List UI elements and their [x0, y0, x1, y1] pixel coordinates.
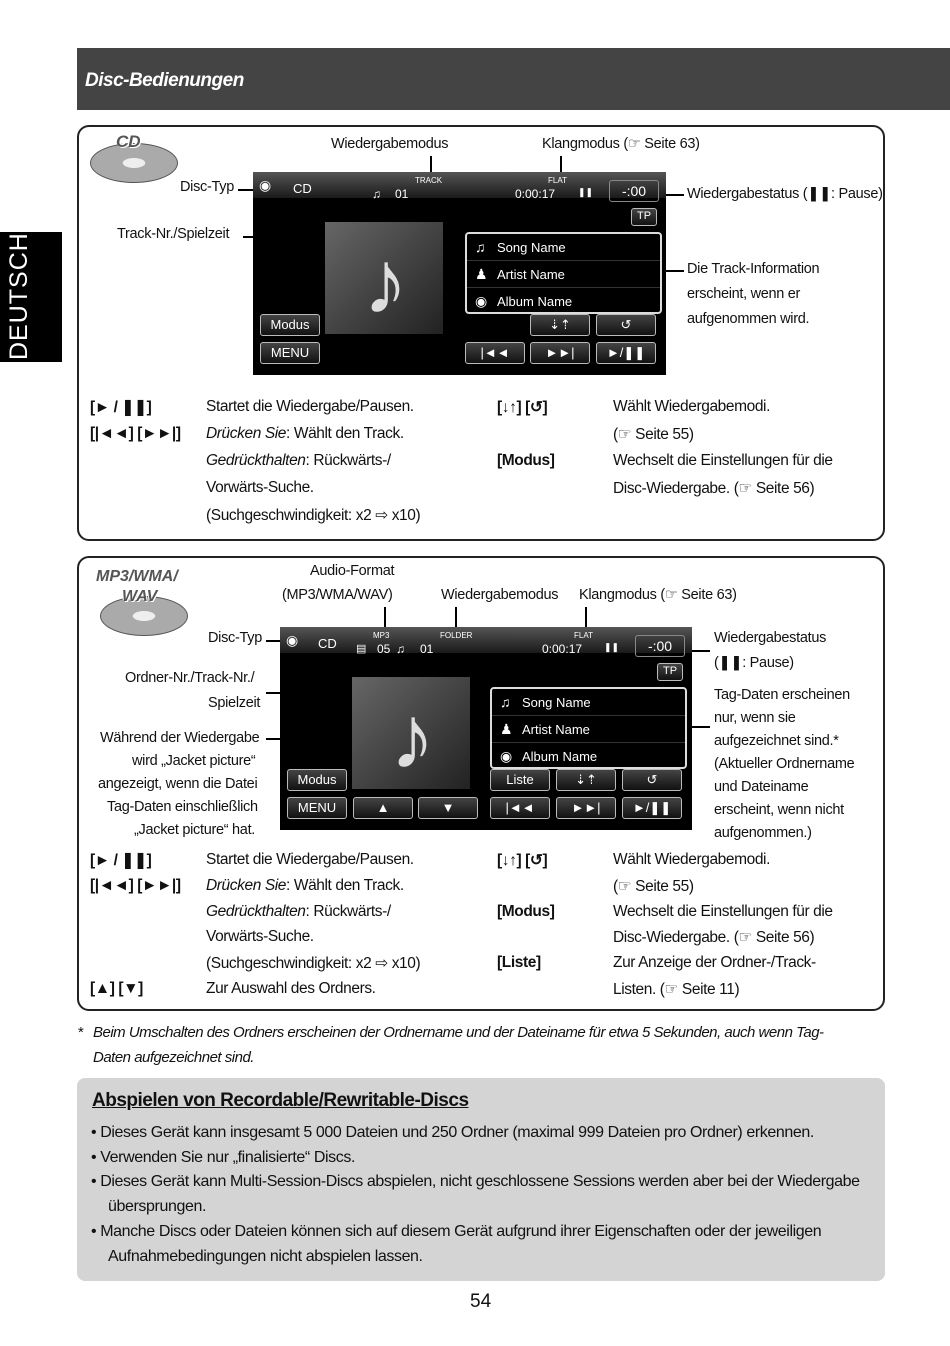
desc-hold: [206, 452, 391, 470]
mp3-label-jacket-4: Tag-Daten einschließlich: [107, 799, 258, 815]
mp3-screen-clock: -:00: [635, 635, 685, 657]
mp3-label-tag-4: (Aktueller Ordnername: [714, 756, 855, 772]
mp3-screen: [280, 627, 692, 830]
disc-icon: ◉: [259, 177, 272, 193]
pause-icon: ❚❚: [578, 187, 594, 197]
album-row: [467, 288, 660, 315]
key-skip: [|◄◄] [►►|]: [90, 877, 181, 894]
repeat-icon-button[interactable]: ↺: [596, 314, 656, 336]
desc-play-pause: Startet die Wiedergabe/Pausen.: [206, 851, 414, 868]
music-note-icon: ♪: [390, 688, 435, 788]
song-icon: ♫: [475, 239, 486, 255]
section-title: Disc-Bedienungen: [85, 70, 244, 91]
artist-row: [492, 716, 685, 743]
album-art: [325, 222, 443, 334]
mp3-screen-format: MP3: [373, 631, 390, 640]
desc-liste: Zur Anzeige der Ordner-/Track-: [613, 954, 816, 971]
mp3-label-jacket-3: angezeigt, wenn die Datei: [98, 776, 258, 792]
recordable-section: [77, 1078, 885, 1281]
mp3-disc-label-2: WAV: [122, 588, 158, 605]
desc-mode: Wählt Wiedergabemodi.: [613, 851, 771, 868]
menu-button[interactable]: MENU: [287, 797, 347, 819]
cd-screen-topbar: [253, 172, 666, 198]
page-number: 54: [470, 1291, 492, 1312]
desc-liste-ref: Listen. (☞ Seite 11): [613, 981, 740, 998]
folder-icon: ▤: [356, 643, 367, 655]
bullet-continuation: übersprungen.: [108, 1198, 206, 1215]
desc-text: : Wählt den Track.: [286, 425, 404, 442]
album-name: Album Name: [522, 749, 598, 764]
cd-screen-disc: CD: [293, 181, 312, 196]
key-play-pause: [► / ❚❚]: [90, 852, 152, 869]
mp3-label-tag-2: nur, wenn sie: [714, 710, 796, 726]
desc-hold: [206, 903, 391, 921]
track-info-box: [490, 687, 687, 769]
key-folder: [▲] [▼]: [90, 980, 143, 997]
bullet-continuation: Aufnahmebedingungen nicht abspielen lassen.: [108, 1248, 423, 1265]
mp3-label-tag-5: und Dateiname: [714, 779, 809, 795]
folder-down-button[interactable]: ▼: [418, 797, 478, 819]
modus-button[interactable]: Modus: [260, 314, 320, 336]
desc-skip: [206, 425, 404, 443]
repeat-mode-button[interactable]: ⇣⇡: [556, 769, 616, 791]
mp3-screen-sound: FLAT: [574, 631, 593, 640]
prev-track-button[interactable]: |◄◄: [465, 342, 525, 364]
mp3-label-jacket-5: „Jacket picture“ hat.: [134, 822, 256, 838]
desc-skip: [206, 877, 404, 895]
recordable-section-title: Abspielen von Recordable/Rewritable-Discs: [92, 1090, 469, 1111]
album-name: Album Name: [497, 294, 573, 309]
desc-emphasis: Drücken Sie: [206, 425, 287, 442]
play-pause-button[interactable]: ►/❚❚: [596, 342, 656, 364]
desc-mode-ref: (☞ Seite 55): [613, 426, 694, 443]
cd-screen: [253, 172, 666, 375]
cd-screen-track: 01: [395, 187, 409, 201]
cd-screen-time: 0:00:17: [515, 187, 556, 201]
desc-search: Vorwärts-Suche.: [206, 479, 314, 496]
desc-speed: (Suchgeschwindigkeit: x2 ⇨ x10): [206, 507, 421, 524]
key-mode: [↓↑] [↺]: [497, 852, 548, 869]
album-icon: ◉: [475, 293, 488, 309]
mp3-screen-mode: FOLDER: [440, 631, 473, 640]
mp3-label-audio-format-1: Audio-Format: [310, 563, 395, 579]
desc-play-pause: Startet die Wiedergabe/Pausen.: [206, 398, 414, 415]
bullet-text: Dieses Gerät kann Multi-Session-Discs abspielen, nicht geschlossene Sessions werden aber bei der Wiedergabe: [100, 1173, 860, 1190]
cd-label-track-info-2: erscheint, wenn er: [687, 286, 801, 302]
artist-icon: ♟: [475, 266, 488, 282]
mp3-label-wiedergabemodus: Wiedergabemodus: [441, 587, 559, 603]
mp3-label-jacket-2: wird „Jacket picture“: [132, 753, 256, 769]
cd-label-track-nr: Track-Nr./Spielzeit: [117, 226, 230, 242]
music-note-icon: ♫: [372, 187, 381, 201]
desc-modus: Wechselt die Einstellungen für die: [613, 903, 833, 920]
artist-icon: ♟: [500, 721, 513, 737]
music-note-icon: ♪: [363, 233, 408, 333]
mp3-screen-disc: CD: [318, 636, 337, 651]
mp3-screen-track: 01: [420, 642, 434, 656]
mp3-label-tag-1: Tag-Daten erscheinen: [714, 687, 850, 703]
footnote-mark: *: [78, 1024, 84, 1041]
desc-text: : Rückwärts-/: [305, 903, 391, 920]
modus-button[interactable]: Modus: [287, 769, 347, 791]
desc-text: : Rückwärts-/: [305, 452, 391, 469]
bullet-text: Dieses Gerät kann insgesamt 5 000 Dateien und 250 Ordner (maximal 999 Dateien pro Ordner) erkennen.: [100, 1124, 814, 1141]
mp3-label-status-2: (❚❚: Pause): [714, 655, 794, 671]
artist-name: Artist Name: [497, 267, 565, 282]
mp3-label-tag-3: aufgezeichnet sind.*: [714, 733, 839, 749]
prev-track-button[interactable]: |◄◄: [490, 797, 550, 819]
bullet-item: • Dieses Gerät kann insgesamt 5 000 Dateien und 250 Ordner (maximal 999 Dateien pro Ordner) erkennen.: [91, 1124, 814, 1141]
desc-text: : Wählt den Track.: [286, 877, 404, 894]
footnote-line-1: Beim Umschalten des Ordners erscheinen der Ordnername und der Dateiname für etwa 5 Sekunden, auch wenn Tag-: [93, 1024, 824, 1041]
key-play-pause: [► / ❚❚]: [90, 399, 152, 416]
play-pause-button[interactable]: ►/❚❚: [622, 797, 682, 819]
key-mode: [↓↑] [↺]: [497, 399, 548, 416]
key-modus: [Modus]: [497, 452, 555, 469]
key-skip: [|◄◄] [►►|]: [90, 425, 181, 442]
mp3-label-status-1: Wiedergabestatus: [714, 630, 827, 646]
mp3-label-ordner-2: Spielzeit: [208, 695, 261, 711]
mp3-label-disc-typ: Disc-Typ: [208, 630, 262, 646]
leader-line: [384, 607, 386, 629]
desc-folder: Zur Auswahl des Ordners.: [206, 980, 376, 997]
cd-label-klangmodus: Klangmodus (☞ Seite 63): [542, 136, 700, 152]
repeat-mode-button[interactable]: ⇣⇡: [530, 314, 590, 336]
desc-emphasis: Drücken Sie: [206, 877, 287, 894]
artist-row: [467, 261, 660, 288]
mp3-screen-folder: 05: [377, 642, 391, 656]
desc-speed: (Suchgeschwindigkeit: x2 ⇨ x10): [206, 955, 421, 972]
song-row: [492, 689, 685, 716]
language-label: DEUTSCH: [5, 232, 33, 360]
mp3-label-jacket-1: Während der Wiedergabe: [100, 730, 260, 746]
mp3-disc-label-1: MP3/WMA/: [96, 568, 178, 585]
desc-modus-ref: Disc-Wiedergabe. (☞ Seite 56): [613, 929, 815, 946]
cd-label-wiedergabestatus: Wiedergabestatus (❚❚: Pause): [687, 186, 883, 202]
key-liste: [Liste]: [497, 954, 541, 971]
album-row: [492, 743, 685, 770]
desc-emphasis: Gedrückthalten: [206, 903, 306, 920]
desc-search: Vorwärts-Suche.: [206, 928, 314, 945]
song-name: Song Name: [497, 240, 566, 255]
repeat-icon-button[interactable]: ↺: [622, 769, 682, 791]
key-modus: [Modus]: [497, 903, 555, 920]
next-track-button[interactable]: ►►|: [556, 797, 616, 819]
mp3-label-ordner-1: Ordner-Nr./Track-Nr./: [125, 670, 255, 686]
mp3-label-klangmodus: Klangmodus (☞ Seite 63): [579, 587, 737, 603]
mp3-screen-time: 0:00:17: [542, 642, 583, 656]
folder-up-button[interactable]: ▲: [353, 797, 413, 819]
bullet-text: Verwenden Sie nur „finalisierte“ Discs.: [100, 1149, 355, 1166]
cd-label-track-info-3: aufgenommen wird.: [687, 311, 810, 327]
desc-mode-ref: (☞ Seite 55): [613, 878, 694, 895]
bullet-item: • Verwenden Sie nur „finalisierte“ Discs.: [91, 1149, 355, 1166]
disc-icon: ◉: [286, 632, 299, 648]
album-icon: ◉: [500, 748, 513, 764]
leader-line: [585, 607, 587, 629]
tp-button[interactable]: TP: [631, 208, 657, 226]
mp3-label-tag-6: erscheint, wenn nicht: [714, 802, 844, 818]
desc-modus-ref: Disc-Wiedergabe. (☞ Seite 56): [613, 480, 815, 497]
bullet-text: Manche Discs oder Dateien können sich auf diesem Gerät aufgrund ihrer Eigenschaften oder der jeweiligen: [100, 1223, 822, 1240]
mp3-label-tag-7: aufgenommen.): [714, 825, 812, 841]
section-header: [77, 48, 950, 110]
cd-screen-sound: FLAT: [548, 176, 567, 185]
song-icon: ♫: [500, 694, 511, 710]
language-tab: [0, 232, 62, 362]
song-name: Song Name: [522, 695, 591, 710]
menu-button[interactable]: MENU: [260, 342, 320, 364]
cd-screen-clock: -:00: [609, 180, 659, 202]
desc-modus: Wechselt die Einstellungen für die: [613, 452, 833, 469]
music-note-icon: ♫: [396, 642, 405, 656]
album-art: [352, 677, 470, 789]
bullet-item: • Manche Discs oder Dateien können sich auf diesem Gerät aufgrund ihrer Eigenschaften oder der jeweiligen: [91, 1223, 822, 1240]
cd-label-disc-typ: Disc-Typ: [180, 179, 234, 195]
liste-button[interactable]: Liste: [490, 769, 550, 791]
next-track-button[interactable]: ►►|: [530, 342, 590, 364]
desc-mode: Wählt Wiedergabemodi.: [613, 398, 771, 415]
cd-label-wiedergabemodus: Wiedergabemodus: [331, 136, 449, 152]
bullet-item: • Dieses Gerät kann Multi-Session-Discs abspielen, nicht geschlossene Sessions werden aber bei der Wiedergabe: [91, 1173, 860, 1190]
mp3-label-audio-format-2: (MP3/WMA/WAV): [282, 587, 393, 603]
leader-line: [455, 607, 457, 629]
cd-label-track-info-1: Die Track-Information: [687, 261, 820, 277]
pause-icon: ❚❚: [604, 642, 620, 652]
track-info-box: [465, 232, 662, 314]
cd-screen-mode: TRACK: [415, 176, 443, 185]
cd-disc-label: CD: [116, 132, 141, 151]
tp-button[interactable]: TP: [657, 663, 683, 681]
footnote-line-2: Daten aufgezeichnet sind.: [93, 1049, 254, 1066]
song-row: [467, 234, 660, 261]
mp3-screen-topbar: [280, 627, 692, 653]
desc-emphasis: Gedrückthalten: [206, 452, 306, 469]
artist-name: Artist Name: [522, 722, 590, 737]
